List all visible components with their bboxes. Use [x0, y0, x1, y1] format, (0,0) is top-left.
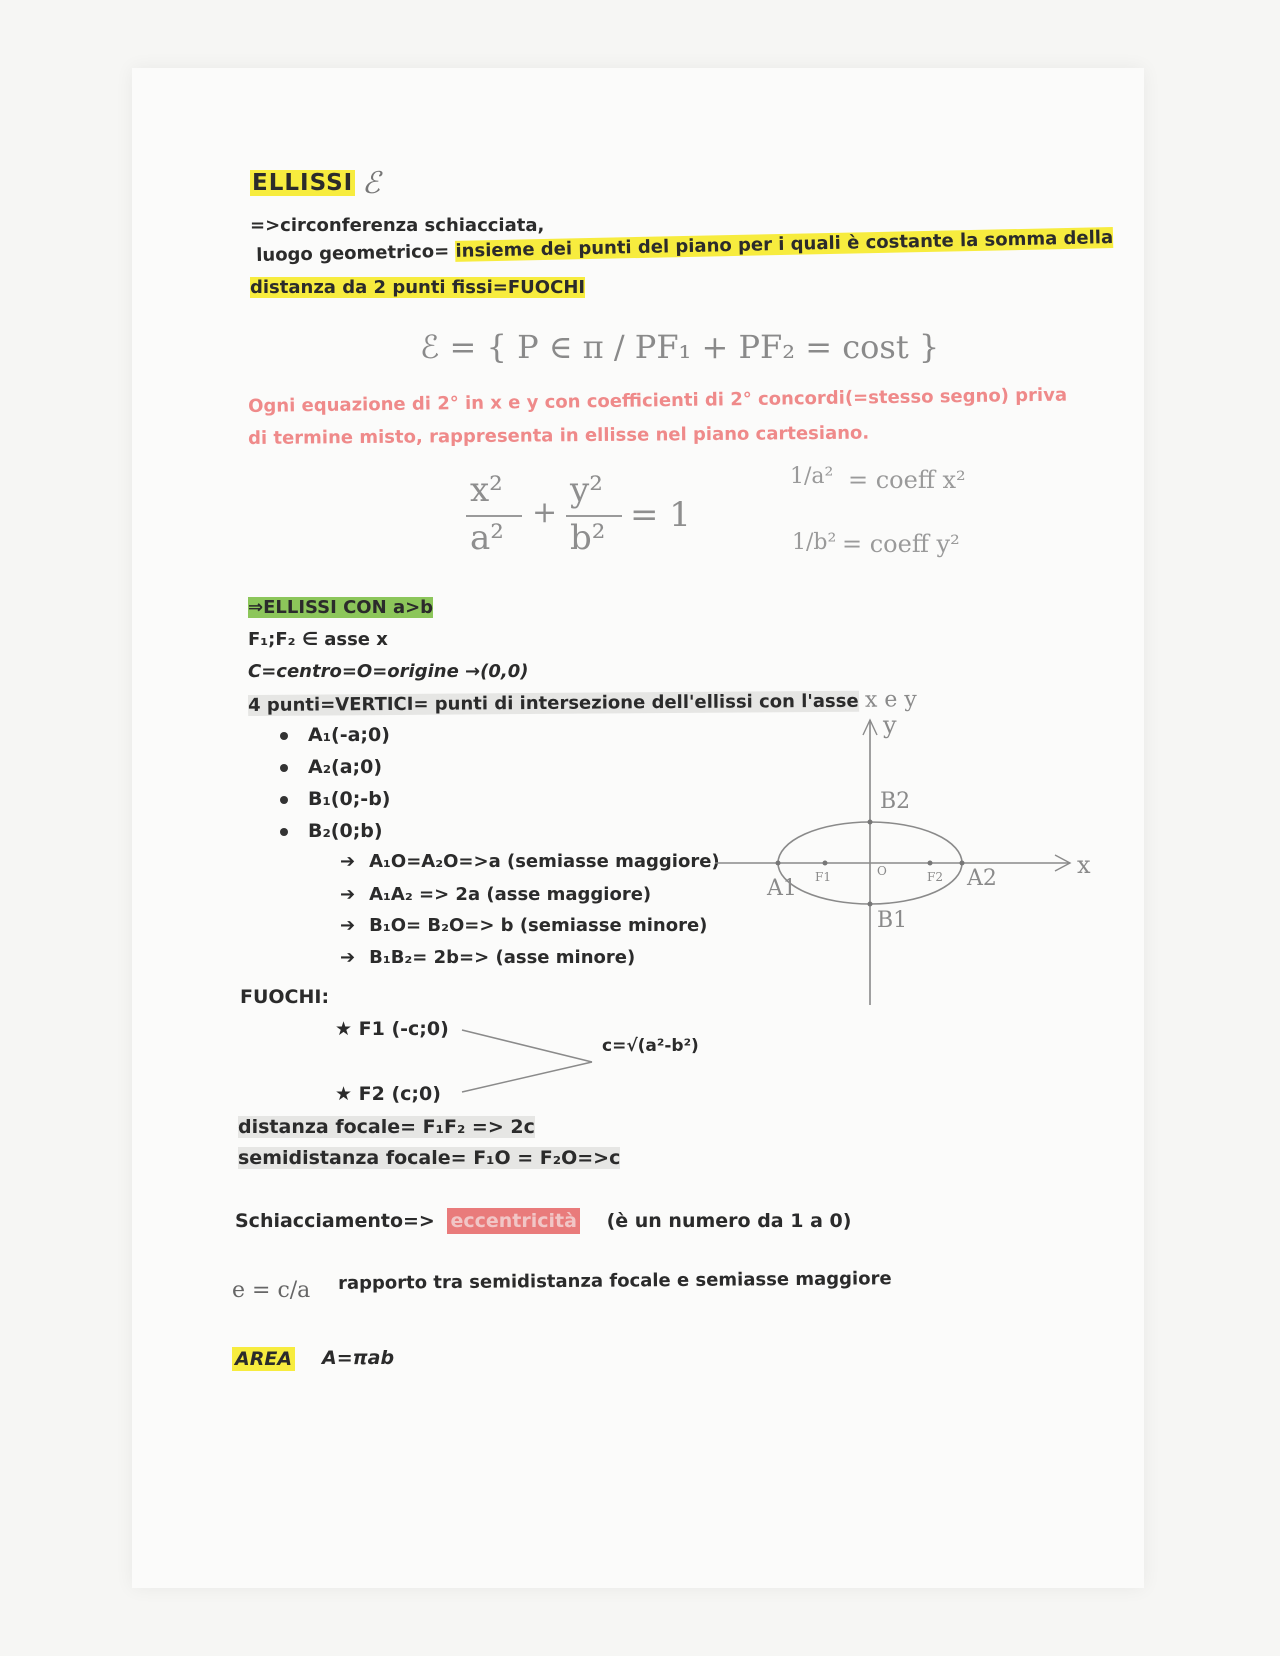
- bracket-upper-line: [462, 1030, 592, 1062]
- vertex-b1-text: B₁(0;-b): [308, 788, 391, 810]
- foci-heading: FUOCHI:: [240, 986, 330, 1008]
- eq-plus: +: [532, 495, 558, 530]
- arrow-right-icon: ➔: [340, 947, 356, 968]
- ellipse-diagram: [715, 705, 1135, 1005]
- vertex-b1: [280, 788, 390, 810]
- f2-label: F2: [927, 870, 943, 884]
- arrow-right-icon: ➔: [340, 851, 356, 872]
- eq-term1-num: x²: [470, 470, 503, 510]
- vertex-a2-point: [960, 861, 965, 866]
- a1-label: A1: [767, 876, 797, 901]
- eq-rhs: = 1: [630, 495, 691, 535]
- ellipse-symbol: ℰ: [362, 166, 381, 201]
- vertex-a2-text: A₂(a;0): [308, 756, 383, 778]
- vertices-intro-text: 4 punti=VERTICI= punti di intersezione dell'ellissi con l'asse: [248, 690, 859, 716]
- bullet-icon: [280, 828, 288, 836]
- half-focal-distance: semidistanza focale= F₁O = F₂O=>c: [238, 1147, 621, 1169]
- foci-bracket: [462, 1020, 622, 1100]
- bullet-icon: [280, 796, 288, 804]
- relation-2-text: A₁A₂ => 2a (asse maggiore): [369, 884, 652, 905]
- eq-term2-num: y²: [570, 470, 603, 510]
- definition-highlight-1: insieme dei punti del piano per i quali è costante la somma della: [455, 227, 1114, 262]
- eccentricity-note: (è un numero da 1 a 0): [606, 1210, 852, 1232]
- y-axis-label: y: [883, 711, 897, 739]
- c-formula: c=√(a²-b²): [602, 1036, 699, 1056]
- focal-distance: distanza focale= F₁F₂ => 2c: [238, 1116, 535, 1138]
- vertex-b2-point: [868, 820, 873, 825]
- foci-axis: F₁;F₂ ∈ asse x: [248, 629, 388, 650]
- bullet-icon: [280, 732, 288, 740]
- focus-f2: ★ F2 (c;0): [335, 1083, 441, 1105]
- origin-label: O: [877, 864, 887, 878]
- bullet-icon: [280, 764, 288, 772]
- red-note-part-b: presenta in ellisse nel piano cartesiano.: [462, 422, 870, 448]
- focus-f1-point: [823, 861, 828, 866]
- definition-line-2: distanza da 2 punti fissi=FUOCHI: [250, 277, 586, 298]
- relation-1: [340, 851, 720, 872]
- a2-label: A2: [967, 866, 997, 891]
- area-label: AREA: [232, 1347, 295, 1371]
- coef-x-rhs: = coeff x²: [848, 466, 966, 494]
- eq-term1-den: a²: [470, 518, 504, 558]
- page-title: ELLISSI: [252, 170, 354, 196]
- red-note-line-1: Ogni equazione di 2° in x e y con coefficienti di 2° concordi(=stesso segno) priva: [248, 384, 1068, 417]
- vertex-a1: [280, 724, 390, 746]
- relation-2: [340, 884, 651, 905]
- eccentricity-formula: e = c/a: [232, 1278, 311, 1303]
- vertices-axes: x e y: [864, 687, 917, 713]
- eccentricity-line: [235, 1210, 851, 1232]
- arrow-right-icon: ➔: [340, 884, 356, 905]
- b1-label: B1: [877, 908, 908, 933]
- set-formula: ℰ = { P ∈ π / PF₁ + PF₂ = cost }: [420, 328, 940, 366]
- eccentricity-description: rapporto tra semidistanza focale e semiasse maggiore: [338, 1268, 892, 1294]
- eq-term2-den: b²: [570, 518, 606, 558]
- center-line: C=centro=O=origine →(0,0): [248, 661, 529, 682]
- relation-3: [340, 915, 707, 936]
- coef-x-lhs: 1/a²: [790, 464, 834, 489]
- eccentricity-prefix: Schiacciamento=>: [235, 1210, 435, 1232]
- focus-f1: ★ F1 (-c;0): [335, 1018, 449, 1040]
- focus-f2-point: [928, 861, 933, 866]
- area-formula: A=πab: [322, 1347, 395, 1369]
- red-note-part-a: di termine misto, rap: [248, 426, 464, 449]
- vertex-b1-point: [868, 902, 873, 907]
- bracket-lower-line: [462, 1062, 592, 1092]
- relation-4-text: B₁B₂= 2b=> (asse minore): [369, 947, 636, 968]
- definition-prefix: luogo geometrico=: [256, 240, 450, 266]
- vertex-a2: [280, 756, 382, 778]
- eq-fraction-bar-2: [566, 515, 622, 517]
- vertex-a1-text: A₁(-a;0): [308, 724, 390, 746]
- x-axis-label: x: [1077, 851, 1091, 879]
- section-heading: [248, 597, 433, 618]
- eccentricity-word: eccentricità: [447, 1208, 579, 1234]
- coef-y-rhs: = coeff y²: [842, 530, 960, 558]
- b2-label: B2: [880, 789, 911, 814]
- relation-4: [340, 947, 635, 968]
- f1-label: F1: [815, 870, 831, 884]
- eq-fraction-bar-1: [466, 515, 522, 517]
- vertex-a1-point: [776, 861, 781, 866]
- coef-y-lhs: 1/b²: [792, 530, 837, 555]
- vertex-b2: [280, 820, 383, 842]
- relation-3-text: B₁O= B₂O=> b (semiasse minore): [369, 915, 708, 936]
- vertex-b2-text: B₂(0;b): [308, 820, 383, 842]
- section-heading-text: ⇒ELLISSI CON a>b: [248, 597, 434, 618]
- arrow-right-icon: ➔: [340, 915, 356, 936]
- intro-line: =>circonferenza schiacciata,: [250, 215, 545, 236]
- relation-1-text: A₁O=A₂O=>a (semiasse maggiore): [369, 851, 720, 872]
